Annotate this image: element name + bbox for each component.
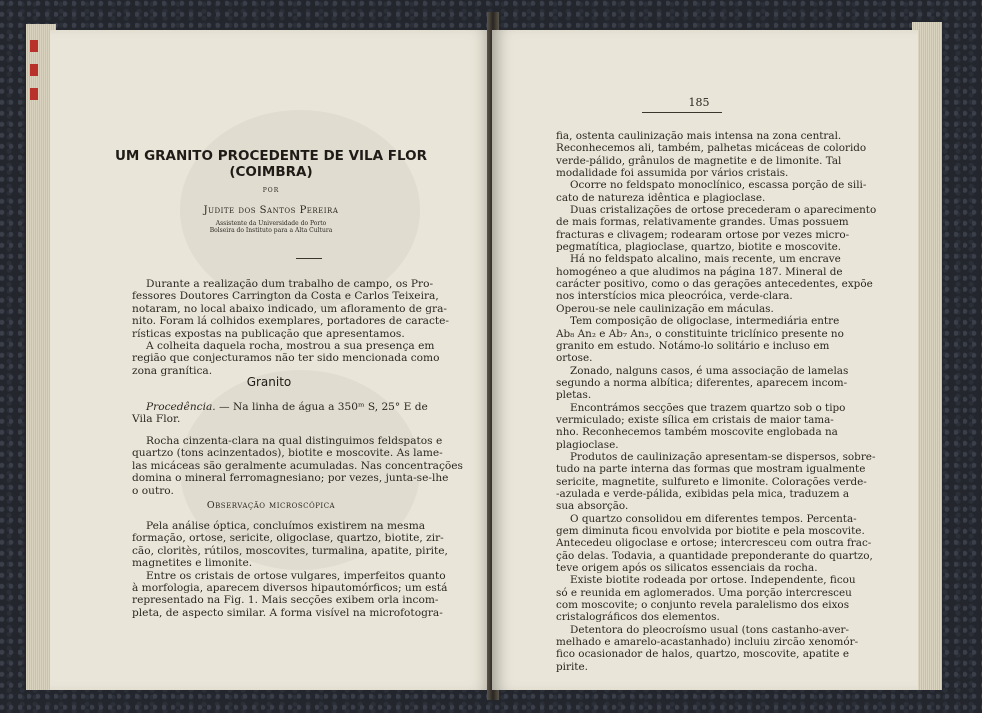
text-line: Antecedeu oligoclase e ortose; intercresceu com outra frac- [556, 537, 872, 550]
text-line: Ab₈ An₂ e Ab₇ An₃, o constituinte triclínico presente no [556, 327, 844, 340]
text-line: fia, ostenta caulinização mais intensa na zona central. [556, 130, 842, 142]
procedencia-label: Procedência. [146, 401, 216, 413]
text-line: — Na linha de água a 350ᵐ S, 25° E de [215, 401, 428, 413]
page-number-rule [642, 112, 722, 113]
text-line: Existe biotite rodeada por ortose. Independente, ficou [570, 574, 856, 587]
text-line: notaram, no local abaixo indicado, um afloramento de gra- [132, 302, 447, 315]
text-line: representado na Fig. 1. Mais secções exibem orla incom- [132, 594, 439, 607]
text-line: melhado e amarelo-acastanhado) incluiu zircão xenomór- [556, 636, 859, 649]
text-line: domina o mineral ferromagnesiano; por vezes, junta-se-lhe [132, 472, 449, 485]
text-line: plagioclase. [556, 438, 619, 451]
text-line: Encontrámos secções que trazem quartzo sob o tipo [570, 401, 846, 414]
text-line: tudo na parte interna das formas que mostram igualmente [556, 463, 866, 476]
text-line: zona granítica. [132, 364, 213, 377]
byline-por: POR [262, 187, 280, 194]
text-line: las micáceas são geralmente acumuladas. Nas concentrações [132, 459, 463, 472]
section-heading-granito: Granito [246, 375, 292, 389]
text-line: segundo a norma albítica; diferentes, aparecem incom- [556, 376, 848, 389]
text-line: Tem composição de oligoclase, intermediária entre [570, 315, 840, 328]
text-line: A colheita daquela rocha, mostrou a sua presença em [146, 340, 435, 353]
text-line: -azulada e verde-pálida, exibidas pela mica, traduzem a [556, 487, 850, 500]
text-line: com moscovite; o conjunto revela paralelismo dos eixos [556, 599, 850, 612]
text-line: carácter positivo, como o das gerações antecedentes, expõe [556, 278, 873, 291]
rocha-paragraph [132, 435, 463, 497]
procedencia-paragraph [132, 401, 450, 426]
text-line: magnetites e limonite. [132, 557, 253, 570]
text-line: Ocorre no feldspato monoclínico, escassa porção de sili- [570, 179, 867, 192]
page-number: 185 [688, 96, 710, 109]
text-line: de mais formas, relativamente grandes. Umas possuem [556, 216, 849, 229]
text-line: cão, cloritès, rútilos, moscovites, turmalina, apatite, pirite, [132, 544, 448, 557]
text-line: formação, ortose, sericite, oligoclase, quartzo, biotite, zir- [132, 532, 444, 545]
text-line: região que conjecturamos não ter sido mencionada como [132, 352, 440, 365]
text-line: modalidade foi assumida por vários cristais. [556, 167, 789, 180]
text-line: à morfologia, aparecem diversos hipautomórficos; um está [132, 582, 448, 595]
author-affiliation-1: Assistente da Universidade do Porto [215, 220, 327, 227]
text-line: quartzo (tons acinzentados), biotite e moscovite. As lame- [132, 447, 443, 460]
text-line: cristalográficos dos elementos. [556, 611, 720, 624]
text-line: teve origem após os silicatos essenciais da rocha. [556, 562, 818, 575]
text-line: homogéneo a que aludimos na página 187. Mineral de [556, 265, 843, 278]
text-line: Vila Flor. [132, 413, 181, 426]
text-line: sua absorção. [556, 500, 629, 513]
text-line: nito. Foram lá colhidos exemplares, portadores de caracte- [132, 315, 450, 328]
text-line: verde-pálido, grânulos de magnetite e de limonite. Tal [556, 154, 842, 167]
title-rule [296, 258, 322, 259]
text-line: Duas cristalizações de ortose precederam o aparecimento [570, 204, 877, 217]
text-line: fico ocasionador de halos, quartzo, moscovite, apatite e [556, 648, 850, 661]
text-line: fracturas e clivagem; rodearam ortose por vezes micro- [556, 228, 850, 241]
text-line: só e reunida em aglomerados. Uma porção intercresceu [556, 586, 852, 599]
text-line: Produtos de caulinização apresentam-se dispersos, sobre- [570, 450, 876, 463]
text-line: pegmatítica, plagioclase, quartzo, biotite e moscovite. [556, 241, 842, 254]
text-line: pleta, de aspecto similar. A forma visível na microfotogra- [132, 606, 443, 619]
text-line: sericite, magnetite, sulfureto e limonite. Colorações verde- [556, 475, 867, 488]
intro-paragraph [132, 278, 450, 377]
text-line: Durante a realização dum trabalho de campo, os Pro- [146, 278, 434, 290]
right-page-body [556, 130, 877, 673]
text-line: gem diminuta ficou envolvida por biotite e pela moscovite. [556, 525, 865, 537]
text-line: Operou-se nele caulinização em máculas. [556, 302, 774, 315]
article-title-line1: UM GRANITO PROCEDENTE DE VILA FLOR [114, 148, 428, 164]
author-affiliation-2: Bolseira do Instituto para a Alta Cultura [209, 227, 333, 234]
text-line: vermiculado; existe sílica em cristais de maior tama- [556, 413, 834, 426]
red-bookmark-tabs [30, 40, 40, 130]
text-line: Entre os cristais de ortose vulgares, imperfeitos quanto [146, 569, 446, 582]
text-line: Detentora do pleocroísmo usual (tons castanho-aver- [570, 623, 849, 636]
text-line: nos interstícios mica pleocróica, verde-clara. [556, 290, 793, 303]
text-line: ortose. [556, 352, 593, 365]
text-line: rísticas expostas na publicação que apresentamos. [132, 327, 405, 340]
subsection-heading-observacao: Observação microscópica [206, 500, 336, 511]
article-title-line2: (COIMBRA) [229, 164, 313, 180]
observacao-paragraph [132, 520, 450, 619]
text-line: ção delas. Todavia, a quantidade preponderante do quartzo, [556, 549, 873, 562]
text-line: pirite. [556, 660, 588, 673]
text-line: O quartzo consolidou em diferentes tempos. Percenta- [570, 512, 857, 525]
text-line: Pela análise óptica, concluímos existirem na mesma [146, 520, 426, 532]
text-line: fessores Doutores Carrington da Costa e Carlos Teixeira, [132, 290, 439, 303]
left-page [50, 30, 492, 690]
text-line: nho. Reconhecemos também moscovite englobada na [556, 426, 838, 439]
text-line: granito em estudo. Notámo-lo solitário e incluso em [556, 339, 830, 352]
right-page [492, 30, 918, 690]
author-name: Judite dos Santos Pereira [203, 205, 339, 216]
text-line: cato de natureza idêntica e plagioclase. [556, 191, 766, 204]
text-line: o outro. [132, 484, 174, 497]
text-line: Zonado, nalguns casos, é uma associação de lamelas [570, 364, 849, 377]
text-line: Há no feldspato alcalino, mais recente, um encrave [570, 253, 841, 266]
text-line: Reconhecemos ali, também, palhetas micáceas de colorido [556, 142, 867, 155]
text-line: Rocha cinzenta-clara na qual distinguimos feldspatos e [146, 435, 443, 447]
text-line: pletas. [556, 389, 592, 402]
